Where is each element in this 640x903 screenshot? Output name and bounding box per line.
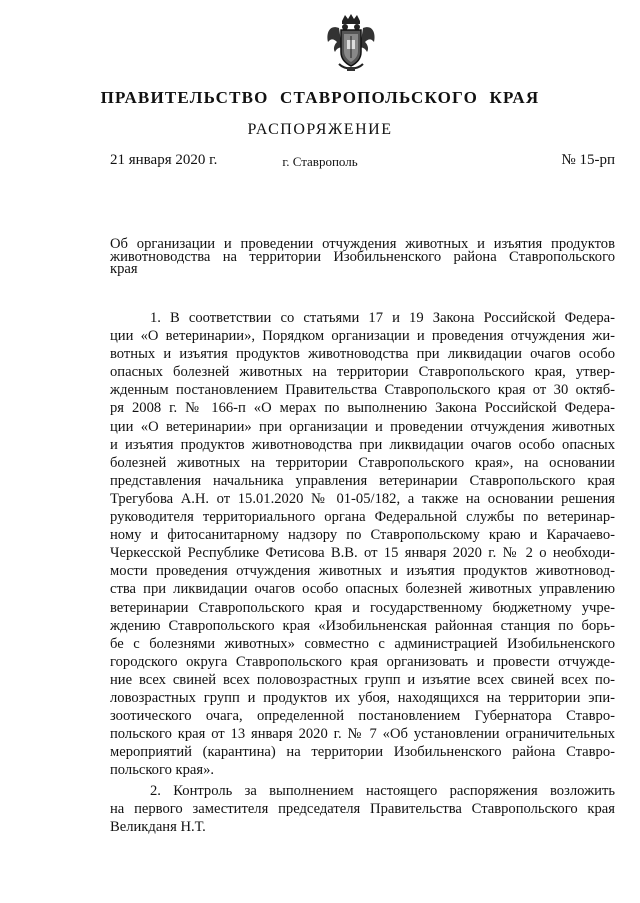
paragraph-line: ловозрастных групп и продуктов их убоя, находящихся на территории эпи- [110,689,615,706]
subject-line: края [110,261,138,277]
paragraph-line: и изъятия продуктов животноводства при ликвидации очагов особо опасных [110,436,615,453]
paragraph-line: зоотического очага, определенной постановлением Губернатора Ставро- [110,708,615,725]
document-subject [110,238,615,276]
paragraph-line: ному и фитосанитарному надзору по Ставропольскому краю и Карачаево- [110,527,615,544]
document-date: 21 января 2020 г. [110,152,218,168]
paragraph-line: ции «О ветеринарии» при организации и проведении отчуждения животных [110,418,615,435]
paragraph-line: ря 2008 г. № 166-п «О мерах по выполнению Закона Российской Федера- [110,400,615,417]
paragraph-line: польского края». [110,762,215,779]
paragraph-line: 1. В соответствии со статьями 17 и 19 Закона Российской Федера- [150,310,615,326]
paragraph-line: ветеринарии Ставропольского края и государственному бюджетному учре- [110,599,615,616]
document-number: № 15-рп [561,152,615,168]
paragraph-line: ние всех свиней всех половозрастных групп и изъятие всех свиней всех по- [110,671,615,688]
paragraph-2 [110,782,615,836]
paragraph-line: Трегубова А.Н. от 15.01.2020 № 01-05/182, а также на основании решения [110,490,615,507]
paragraph-line: вотных и изъятия продуктов животноводства при ликвидации очагов особо [110,346,615,363]
paragraph-line: ции «О ветеринарии», Порядком организации и проведения отчуждения жи- [110,328,615,345]
paragraph-line: мости проведения отчуждения животных и изъятия продуктов животновод- [110,563,615,580]
paragraph-line: польского края от 13 января 2020 г. № 7 «Об установлении ограничительных [110,726,615,743]
document-city: г. Ставрополь [282,154,358,169]
paragraph-line: ждению Ставропольского края «Изобильненская районная станция по борь- [110,617,615,634]
subject-line: животноводства на территории Изобильненского района Ставропольского [110,248,615,265]
paragraph-line: руководителя территориального органа Федеральной службы по ветеринар- [110,509,615,526]
paragraph-line: 2. Контроль за выполнением настоящего распоряжения возложить [150,783,615,799]
paragraph-line: Черкесской Республике Фетисова В.В. от 15 января 2020 г. № 2 о необходи- [110,545,615,562]
paragraph-line: мероприятий (карантина) на территории Изобильненского района Ставро- [110,744,615,761]
paragraph-line: городского округа Ставропольского края организовать и провести отчужде- [110,653,615,670]
paragraph-line: ства при ликвидации очагов особо опасных болезней животных управлению [110,581,615,598]
paragraph-line: жденным постановлением Правительства Ставропольского края от 30 октяб- [110,382,615,399]
paragraph-line: на первого заместителя председателя Правительства Ставропольского края [110,801,615,818]
paragraph-line: Великданя Н.Т. [110,819,206,836]
paragraph-line: бе с болезнями животных» совместно с администрацией Изобильненского [110,635,615,652]
document-type: РАСПОРЯЖЕНИЕ [247,121,393,138]
government-title: ПРАВИТЕЛЬСТВО СТАВРОПОЛЬСКОГО КРАЯ [100,88,540,107]
paragraph-line: представления начальника управления ветеринарии Ставропольского края [110,472,615,489]
subject-line: Об организации и проведении отчуждения животных и изъятия продуктов [110,236,615,252]
paragraph-line: опасных болезней животных на территории Ставропольского края, утвер- [110,364,615,381]
paragraph-1 [110,309,615,779]
coat-of-arms-emblem [325,12,377,72]
paragraph-line: болезней животных на территории Ставропольского края», на основании [110,454,615,471]
